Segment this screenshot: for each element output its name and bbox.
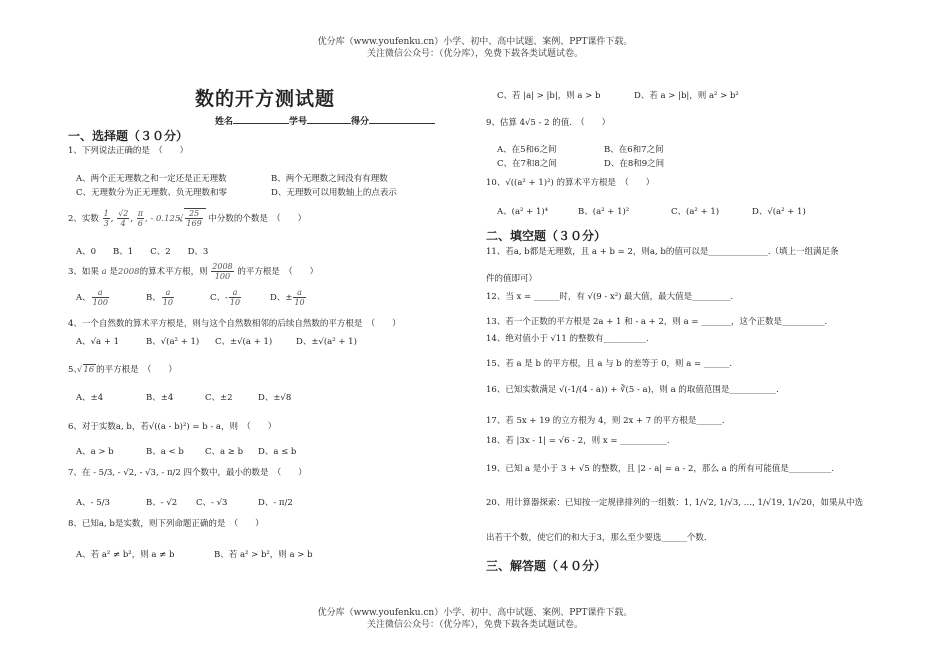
page-title: 数的开方测试题 xyxy=(195,88,336,110)
site-header-line2: 关注微信公众号：（优分库），免费下载各类试题试卷。 xyxy=(366,49,583,59)
q6-option-a[interactable]: A、a > b xyxy=(76,447,114,457)
q10-option-c[interactable]: C、(a² + 1) xyxy=(671,207,720,217)
student-info xyxy=(215,114,435,127)
q5-option-b[interactable]: B、±4 xyxy=(146,393,174,403)
q6-option-c[interactable]: C、a ≥ b xyxy=(205,447,244,457)
q7-option-c[interactable]: C、- √3 xyxy=(196,498,228,508)
q2-stem: 2、实数 $\frac{1}{3}$ , $\frac{√2}{4}$ , $\frac{\pi}{6}$ , - 0.125, √ $\frac{25}{169}$ 中分数的个数是 （ ） xyxy=(68,208,306,228)
q5-stem: 5、√ 16 的平方根是 （ ） xyxy=(68,363,177,375)
site-footer-line1: 优分库（www.youfenku.cn）小学、初中、高中试题、案例、PPT课件下载。 xyxy=(317,608,633,618)
number-blank[interactable] xyxy=(307,115,351,124)
q4-option-b[interactable]: B、√(a² + 1) xyxy=(146,337,200,347)
q17: 17、若 5x + 19 的立方根为 4，则 2x + 7 的平方根是______. xyxy=(486,416,725,426)
q4-stem: 4、一个自然数的算术平方根是，则与这个自然数相邻的后续自然数的平方根是 （ ） xyxy=(68,319,401,329)
q1-option-c[interactable]: C、无理数分为正无理数、负无理数和零 xyxy=(76,188,228,198)
number-label: 学号 xyxy=(289,117,308,127)
q11-line1: 11、若a, b都是无理数，且 a + b = 2，则a, b的值可以是______________.（填上一组满足条 xyxy=(486,247,839,257)
q14: 14、绝对值小于 √11 的整数有__________. xyxy=(486,334,649,344)
score-blank[interactable] xyxy=(369,115,435,124)
q5-option-a[interactable]: A、±4 xyxy=(76,393,104,403)
q19: 19、已知 a 是小于 3 + √5 的整数，且 |2 - a| = a - 2，那么 a 的所有可能值是__________. xyxy=(486,464,835,474)
q2-options[interactable]: A、0 B、1 C、2 D、3 xyxy=(76,247,209,257)
q20-line1: 20、用计算器探索：已知按一定规律排列的一组数：1, 1/√2, 1/√3, …, 1/√19, 1/√20，如果从中选 xyxy=(486,498,863,508)
q1-option-a[interactable]: A、两个正无理数之和一定还是正无理数 xyxy=(76,174,227,184)
q5-option-d[interactable]: D、±√8 xyxy=(258,393,292,403)
score-label: 得分 xyxy=(351,117,370,127)
q10-option-d[interactable]: D、√(a² + 1) xyxy=(752,207,806,217)
q7-stem: 7、在 - 5/3, - √2, - √3, - π/2 四个数中，最小的数是 （ ） xyxy=(68,468,307,478)
q6-option-b[interactable]: B、a < b xyxy=(146,447,184,457)
q11-line2: 件的值即可） xyxy=(486,274,538,284)
q8-option-b[interactable]: B、若 a² > b²，则 a > b xyxy=(214,550,313,560)
q8-option-a[interactable]: A、若 a² ≠ b²，则 a ≠ b xyxy=(76,550,175,560)
q9-option-a[interactable]: A、在5和6之间 xyxy=(497,145,557,155)
q16: 16、已知实数满足 √(-1/(4 - a)) + ∛(5 - a)，则 a 的取值范围是___________. xyxy=(486,385,779,395)
q9-stem: 9、估算 4√5 - 2 的值. （ ） xyxy=(486,118,611,128)
section-choice-title: 一、选择题（３０分） xyxy=(68,129,189,143)
section-answer-title: 三、解答题（４０分） xyxy=(486,559,607,573)
name-label: 姓名 xyxy=(215,117,234,127)
q7-option-a[interactable]: A、- 5/3 xyxy=(76,498,110,508)
site-footer-line2: 关注微信公众号：（优分库），免费下载各类试题试卷。 xyxy=(366,620,583,630)
q3-stem: 3、如果 a 是2008的算术平方根，则 $\frac{2008}{100}$ 的平方根是 （ ） xyxy=(68,262,319,281)
q7-option-d[interactable]: D、- π/2 xyxy=(258,498,293,508)
q9-option-c[interactable]: C、在7和8之间 xyxy=(497,159,557,169)
q6-stem: 6、对于实数a, b，若√((a - b)²) = b - a，则 （ ） xyxy=(68,422,277,432)
name-blank[interactable] xyxy=(233,115,289,124)
q9-option-b[interactable]: B、在6和7之间 xyxy=(604,145,664,155)
q8-option-c[interactable]: C、若 |a| > |b|，则 a > b xyxy=(497,91,601,101)
q8-stem: 8、已知a, b是实数，则下列命题正确的是 （ ） xyxy=(68,519,264,529)
q1-option-b[interactable]: B、两个无理数之间没有有理数 xyxy=(271,174,388,184)
q5-option-c[interactable]: C、±2 xyxy=(205,393,233,403)
q13: 13、若一个正数的平方根是 2a + 1 和 - a + 2，则 a = _______，这个正数是__________. xyxy=(486,317,828,327)
q12: 12、当 x = ______时，有 √(9 - x²) 最大值，最大值是_________. xyxy=(486,292,734,302)
q8-option-d[interactable]: D、若 a > |b|，则 a² > b² xyxy=(634,91,739,101)
q1-stem: 1、下列说法正确的是 （ ） xyxy=(68,146,189,156)
q20-line2: 出若干个数，使它们的和大于3，那么至少要选______个数. xyxy=(486,533,707,543)
q15: 15、若 a 是 b 的平方根，且 a 与 b 的差等于 0，则 a = ______. xyxy=(486,359,733,369)
q3-option-d[interactable]: D、± $\frac{a}{10}$ xyxy=(270,288,305,307)
q10-option-a[interactable]: A、(a² + 1)⁴ xyxy=(497,207,549,217)
site-header-line1: 优分库（www.youfenku.cn）小学、初中、高中试题、案例、PPT课件下载。 xyxy=(317,37,633,47)
q7-option-b[interactable]: B、- √2 xyxy=(146,498,178,508)
q4-option-a[interactable]: A、√a + 1 xyxy=(76,337,120,347)
q3-option-c[interactable]: C、- $\frac{a}{10}$ xyxy=(210,288,241,307)
q4-option-c[interactable]: C、±√(a + 1) xyxy=(215,337,273,347)
q18: 18、若 |3x - 1| = √6 - 2，则 x = ___________. xyxy=(486,436,670,446)
q6-option-d[interactable]: D、a ≤ b xyxy=(258,447,297,457)
q10-stem: 10、√((a² + 1)²) 的算术平方根是 （ ） xyxy=(486,178,655,188)
q4-option-d[interactable]: D、±√(a² + 1) xyxy=(296,337,357,347)
section-fill-title: 二、填空题（３０分） xyxy=(486,229,607,243)
q10-option-b[interactable]: B、(a² + 1)² xyxy=(578,207,630,217)
q3-option-b[interactable]: B、 $\frac{a}{10}$ xyxy=(146,288,173,307)
q9-option-d[interactable]: D、在8和9之间 xyxy=(604,159,665,169)
q3-option-a[interactable]: A、 $\frac{a}{100}$ xyxy=(76,288,108,307)
q1-option-d[interactable]: D、无理数可以用数轴上的点表示 xyxy=(271,188,397,198)
